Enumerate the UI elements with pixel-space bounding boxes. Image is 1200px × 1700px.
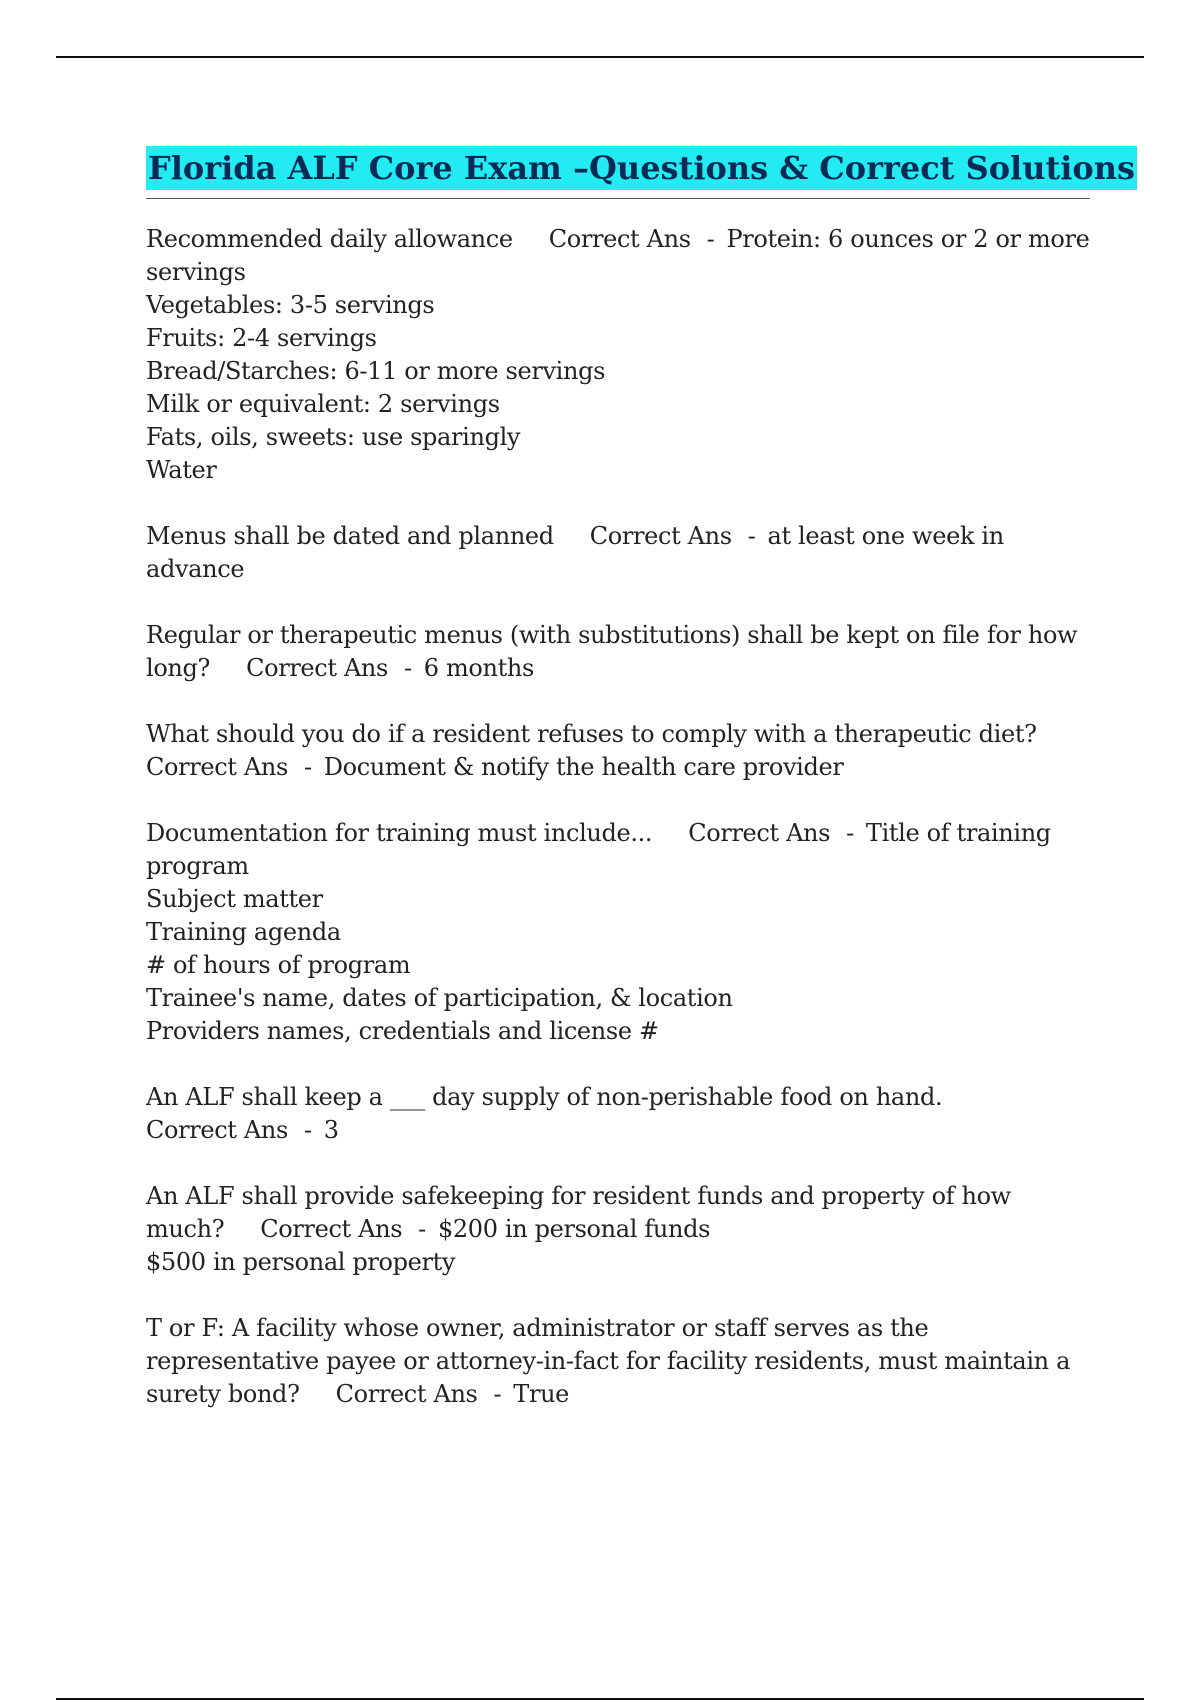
- qa-item: [146, 1180, 1090, 1279]
- answer-line: Trainee's name, dates of participation, & location: [146, 984, 733, 1012]
- question-text: An ALF shall provide safekeeping for resident funds and property of how much?: [146, 1182, 1011, 1243]
- answer-line: Milk or equivalent: 2 servings: [146, 390, 500, 418]
- answer-separator: -: [706, 225, 715, 253]
- answer-text: at least one week in advance: [146, 522, 1004, 583]
- answer-separator: -: [493, 1380, 502, 1408]
- qa-item: [146, 1081, 1090, 1147]
- answer-line: Providers names, credentials and license #: [146, 1017, 659, 1045]
- question-text: T or F: A facility whose owner, administrator or staff serves as the representative payee or attorney-in-fact for facility residents, must maintain a surety bond?: [146, 1314, 1071, 1408]
- answer-line: Bread/Starches: 6-11 or more servings: [146, 357, 606, 385]
- top-rule: [56, 56, 1144, 58]
- qa-item: [146, 520, 1090, 586]
- answer-text: Document & notify the health care provider: [323, 753, 844, 781]
- answer-text: 3: [323, 1116, 339, 1144]
- answer-line: # of hours of program: [146, 951, 411, 979]
- answer-label: Correct Ans: [260, 1215, 403, 1243]
- answer-separator: -: [404, 654, 412, 682]
- answer-label: Correct Ans: [146, 1116, 288, 1144]
- answer-label: Correct Ans: [589, 522, 732, 550]
- answer-label: Correct Ans: [688, 819, 831, 847]
- answer-line: Water: [146, 456, 217, 484]
- answer-text: $200 in personal funds: [437, 1215, 711, 1243]
- answer-label: Correct Ans: [548, 225, 691, 253]
- answer-label: Correct Ans: [246, 654, 389, 682]
- answer-separator: -: [303, 753, 312, 781]
- question-text: An ALF shall keep a ___ day supply of non-perishable food on hand.: [146, 1083, 943, 1111]
- document-title: Florida ALF Core Exam –Questions & Correct Solutions: [146, 146, 1137, 190]
- answer-separator: -: [303, 1116, 312, 1144]
- question-text: Documentation for training must include...: [146, 819, 653, 847]
- question-text: Regular or therapeutic menus (with substitutions) shall be kept on file for how long?: [146, 621, 1078, 682]
- answer-line: Vegetables: 3-5 servings: [146, 291, 435, 319]
- qa-item: [146, 223, 1090, 487]
- title-block: [146, 146, 1136, 199]
- document-body: [146, 146, 1136, 1444]
- answer-line: Training agenda: [146, 918, 341, 946]
- answer-label: Correct Ans: [146, 753, 288, 781]
- question-text: Menus shall be dated and planned: [146, 522, 554, 550]
- answer-text: True: [513, 1380, 570, 1408]
- answer-text: 6 months: [423, 654, 534, 682]
- answer-line: Fruits: 2-4 servings: [146, 324, 377, 352]
- answer-text: Protein: 6 ounces or 2 or more servings: [146, 225, 1090, 286]
- answer-text: Title of training program: [146, 819, 1051, 880]
- answer-separator: -: [747, 522, 756, 550]
- qa-item: [146, 817, 1090, 1048]
- qa-item: [146, 718, 1090, 784]
- qa-item: [146, 1312, 1090, 1411]
- answer-label: Correct Ans: [335, 1380, 478, 1408]
- answer-line: Fats, oils, sweets: use sparingly: [146, 423, 521, 451]
- answer-line: $500 in personal property: [146, 1248, 456, 1276]
- question-text: Recommended daily allowance: [146, 225, 513, 253]
- answer-separator: -: [418, 1215, 426, 1243]
- qa-item: [146, 619, 1090, 685]
- answer-separator: -: [846, 819, 854, 847]
- answer-line: Subject matter: [146, 885, 323, 913]
- question-text: What should you do if a resident refuses to comply with a therapeutic diet?: [146, 720, 1037, 748]
